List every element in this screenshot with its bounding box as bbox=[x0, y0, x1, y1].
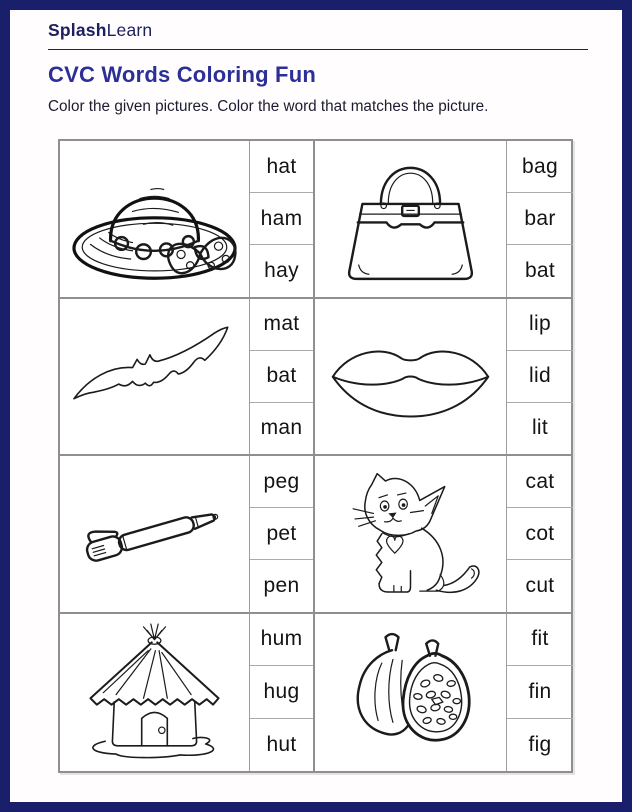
bag-picture[interactable] bbox=[315, 141, 507, 299]
word-option[interactable]: hat bbox=[250, 141, 313, 193]
word-option[interactable]: hum bbox=[250, 614, 313, 667]
word-option[interactable]: bat bbox=[250, 351, 313, 403]
hut-picture[interactable] bbox=[60, 614, 250, 772]
word-option[interactable]: lid bbox=[507, 351, 573, 403]
bat-picture[interactable] bbox=[60, 299, 250, 457]
word-option[interactable]: mat bbox=[250, 299, 313, 351]
fig-image bbox=[318, 617, 503, 769]
bag-image bbox=[318, 144, 503, 294]
word-option[interactable]: lit bbox=[531, 416, 549, 440]
word-option[interactable]: cot bbox=[507, 508, 573, 560]
instruction-text: Color the given pictures. Color the word that matches the picture. bbox=[48, 98, 489, 115]
page-title: CVC Words Coloring Fun bbox=[48, 62, 316, 87]
cat-image bbox=[318, 459, 503, 609]
word-option[interactable]: cut bbox=[525, 573, 555, 597]
word-option[interactable]: hug bbox=[250, 666, 313, 719]
lips-picture[interactable] bbox=[315, 299, 507, 457]
pen-image bbox=[63, 459, 246, 609]
word-list bbox=[250, 614, 315, 772]
word-option[interactable]: fig bbox=[528, 733, 552, 757]
hut-image bbox=[63, 617, 246, 769]
word-list bbox=[507, 614, 573, 772]
word-option[interactable]: pen bbox=[263, 573, 300, 597]
hat-picture[interactable] bbox=[60, 141, 250, 299]
splashlearn-logo bbox=[48, 20, 152, 41]
lips-image bbox=[318, 302, 503, 452]
word-option[interactable]: bar bbox=[507, 193, 573, 245]
hat-image bbox=[63, 144, 246, 294]
word-option[interactable]: ham bbox=[250, 193, 313, 245]
word-option[interactable]: cat bbox=[507, 456, 573, 508]
word-option[interactable]: bag bbox=[507, 141, 573, 193]
word-option[interactable]: pet bbox=[250, 508, 313, 560]
logo-bold-text: Splash bbox=[48, 20, 107, 40]
logo-light-text: Learn bbox=[106, 20, 153, 40]
word-option[interactable]: hut bbox=[266, 733, 297, 757]
word-list bbox=[250, 299, 315, 457]
word-option[interactable]: bat bbox=[524, 258, 556, 282]
header-divider bbox=[48, 49, 588, 50]
word-option[interactable]: peg bbox=[250, 456, 313, 508]
word-list bbox=[507, 299, 573, 457]
word-option[interactable]: fit bbox=[507, 614, 573, 667]
word-option[interactable]: man bbox=[260, 416, 303, 440]
fig-picture[interactable] bbox=[315, 614, 507, 772]
cat-picture[interactable] bbox=[315, 456, 507, 614]
word-list bbox=[507, 141, 573, 299]
word-list bbox=[250, 456, 315, 614]
word-list bbox=[507, 456, 573, 614]
worksheet-table bbox=[58, 139, 573, 773]
pen-picture[interactable] bbox=[60, 456, 250, 614]
word-option[interactable]: hay bbox=[264, 258, 299, 282]
word-list bbox=[250, 141, 315, 299]
word-option[interactable]: lip bbox=[507, 299, 573, 351]
word-option[interactable]: fin bbox=[507, 666, 573, 719]
bat-image bbox=[63, 302, 246, 452]
